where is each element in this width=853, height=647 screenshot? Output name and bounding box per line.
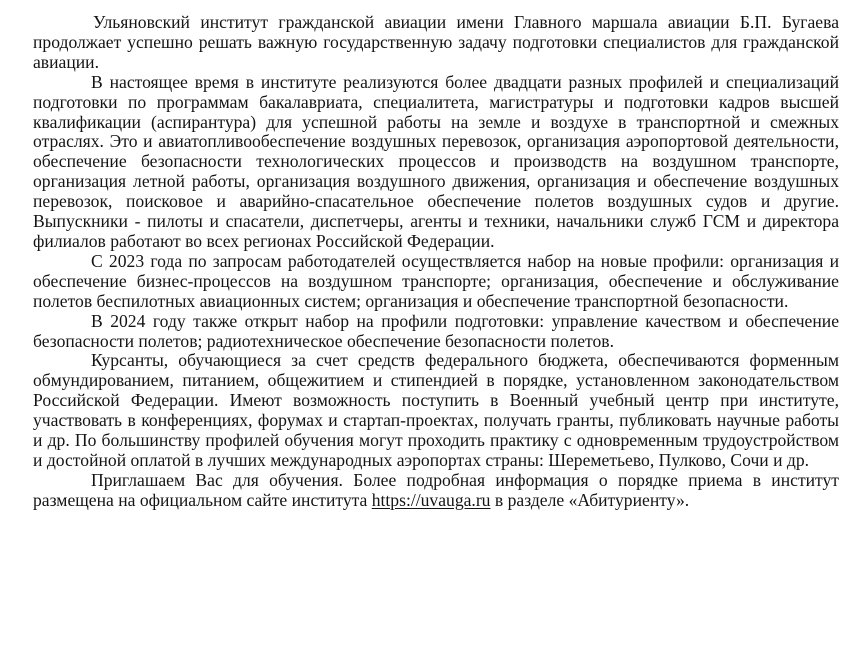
website-link[interactable]: https://uvauga.ru xyxy=(371,489,491,510)
paragraph-programs: В настоящее время в институте реализуются более двадцати разных профилей и специализаций подготовки по программам бакалавриата, специалитета, магистратуры и подготовки кадров высшей квалификации (аспирантура) для успешной работы на земле и воздухе в транспортной и смежных отраслях. Это и авиатопливообеспечение воздушных перевозок, организация аэропортовой деятельности, обеспечение безопасности технологических процессов и производств на воздушном транспорте, организация летной работы, организация воздушного движения, организация и обеспечение воздушных перевозок, поисковое и аварийно-спасательное обеспечение полетов воздушных судов и другие. Выпускники - пилоты и спасатели, диспетчеры, агенты и техники, начальники служб ГСМ и директора филиалов работают во всех регионах Российской Федерации. xyxy=(33,71,839,251)
invitation-section-text: в разделе «Абитуриенту». xyxy=(494,489,690,510)
paragraph-new-profiles-2023: С 2023 года по запросам работодателей осуществляется набор на новые профили: организация и обеспечение бизнес-процессов на воздушном транспорте; организация, обеспечение и обслуживание полетов беспилотных авиационных систем; организация и обеспечение транспортной безопасности. xyxy=(33,250,839,311)
paragraph-cadet-benefits: Курсанты, обучающиеся за счет средств федерального бюджета, обеспечиваются форменным обмундированием, питанием, общежитием и стипендией в порядке, установленном законодательством Российской Федерации. Имеют возможность поступить в Военный учебный центр при институте, участвовать в конференциях, форумах и стартап-проектах, получать гранты, публиковать научные работы и др. По большинству профилей обучения могут проходить практику с одновременным трудоустройством и достойной оплатой в лучших международных аэропортах страны: Шереметьево, Пулково, Сочи и др. xyxy=(33,350,839,470)
paragraph-profiles-2024: В 2024 году также открыт набор на профили подготовки: управление качеством и обеспечение безопасности полетов; радиотехническое обеспечение безопасности полетов. xyxy=(33,310,839,351)
paragraph-intro: Ульяновский институт гражданской авиации имени Главного маршала авиации Б.П. Бугаева продолжает успешно решать важную государственную задачу подготовки специалистов для гражданской авиации. xyxy=(33,12,839,72)
paragraph-invitation xyxy=(33,471,839,511)
invitation-text: Приглашаем Вас для обучения. Более подробная информация о порядке приема в институт размещена на официальном сайте института xyxy=(33,469,839,510)
